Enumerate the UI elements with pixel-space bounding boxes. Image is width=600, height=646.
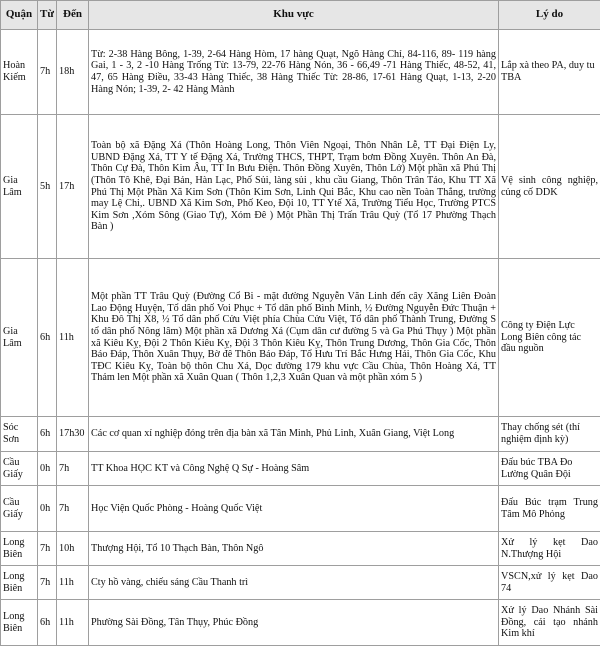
cell-quan: Long Biên xyxy=(1,600,38,646)
cell-den: 7h xyxy=(57,486,89,532)
cell-quan: Hoàn Kiếm xyxy=(1,30,38,115)
cell-quan: Long Biên xyxy=(1,532,38,566)
cell-khu-vuc: Các cơ quan xí nghiệp đóng trên địa bàn xã Tân Minh, Phủ Linh, Xuân Giang, Việt Long xyxy=(89,417,499,452)
cell-ly-do: VSCN,xử lý kẹt Dao 74 xyxy=(499,566,600,600)
table-row xyxy=(1,486,600,532)
header-tu: Từ xyxy=(38,1,57,30)
table-row xyxy=(1,452,600,486)
cell-den: 10h xyxy=(57,532,89,566)
cell-ly-do: Lắp xà theo PA, duy tu TBA xyxy=(499,30,600,115)
cell-tu: 6h xyxy=(38,259,57,417)
cell-ly-do: Xử lý kẹt Dao N.Thượng Hội xyxy=(499,532,600,566)
table-row xyxy=(1,532,600,566)
cell-tu: 6h xyxy=(38,600,57,646)
cell-ly-do: Xử lý Dao Nhánh Sài Đồng, cải tạo nhánh Kim khí xyxy=(499,600,600,646)
cell-tu: 5h xyxy=(38,115,57,259)
cell-ly-do: Đấu búc TBA Đo Lường Quân Đội xyxy=(499,452,600,486)
cell-tu: 7h xyxy=(38,566,57,600)
cell-tu: 7h xyxy=(38,30,57,115)
cell-khu-vuc: TT Khoa HỌC KT và Công Nghệ Q Sự - Hoàng Sâm xyxy=(89,452,499,486)
cell-den: 18h xyxy=(57,30,89,115)
cell-tu: 0h xyxy=(38,452,57,486)
cell-ly-do: Công ty Điện Lực Long Biên công tác đầu nguồn xyxy=(499,259,600,417)
cell-khu-vuc: Phường Sài Đồng, Tân Thụy, Phúc Đồng xyxy=(89,600,499,646)
header-khu-vuc: Khu vực xyxy=(89,1,499,30)
cell-quan: Cầu Giấy xyxy=(1,486,38,532)
cell-den: 11h xyxy=(57,566,89,600)
header-ly-do: Lý do xyxy=(499,1,600,30)
cell-khu-vuc: Thượng Hội, Tổ 10 Thạch Bàn, Thôn Ngô xyxy=(89,532,499,566)
table-header-row xyxy=(1,1,600,30)
cell-tu: 6h xyxy=(38,417,57,452)
table-row xyxy=(1,259,600,417)
cell-khu-vuc: Cty hồ vàng, chiếu sáng Cầu Thanh trì xyxy=(89,566,499,600)
cell-den: 17h xyxy=(57,115,89,259)
header-quan: Quận xyxy=(1,1,38,30)
cell-den: 7h xyxy=(57,452,89,486)
cell-quan: Long Biên xyxy=(1,566,38,600)
cell-quan: Gia Lâm xyxy=(1,259,38,417)
cell-quan: Gia Lâm xyxy=(1,115,38,259)
header-den: Đến xyxy=(57,1,89,30)
table-row xyxy=(1,566,600,600)
table-row xyxy=(1,600,600,646)
cell-khu-vuc: Từ: 2-38 Hàng Bông, 1-39, 2-64 Hàng Hòm, 17 hàng Quạt, Ngõ Hàng Chỉ, 84-116, 89- 119 hàng Gai, 1 - 3, 2 -10 Hàng Trống Từ: 13-79, 22-76 Hàng Nón, 36 - 66,49 -71 Hàng Thiếc, 48-52, 41, 47, 65 Hàng Điều, 33-43 Hàng Thiếc, 38 Hàng Thiếc Từ: 28-86, 17-61 Hàng Quạt, 1-13, 2-20 Hàng Nón; 1-39, 2- 42 Hàng Mành xyxy=(89,30,499,115)
cell-khu-vuc: Học Viện Quốc Phòng - Hoàng Quốc Việt xyxy=(89,486,499,532)
cell-ly-do: Thay chống sét (thí nghiệm định kỳ) xyxy=(499,417,600,452)
cell-den: 11h xyxy=(57,259,89,417)
cell-ly-do: Đấu Búc trạm Trung Tâm Mô Phỏng xyxy=(499,486,600,532)
cell-khu-vuc: Toàn bộ xã Đặng Xá (Thôn Hoàng Long, Thôn Viên Ngoại, Thôn Nhân Lễ, TT Đại Điện Ly, UBND Đặng Xá, TT Y tế Đặng Xá, Trường THCS, THPT, Trạm bơm Đồng Xuyên. Thôn An Đà, Thôn Cự Đà, Thôn Kim Âu, TT In Bưu Điện. Thôn Đồng Xuyên, Thôn Lở) Một phần xã Phú Thị (Thôn Tô Khê, Đại Bản, Hàn Lạc, Phố Sủi, làng sủi , khu cầu Giang, Thôn Trân Tảo, Khu TT Xã Phú Thị Một Phần Xã Kim Sơn (Thôn Kim Sơn, Linh Qui Bắc, Khu cao nền Toàn Thắng, trường may Lệ Chi,. UBND Xã Kim Sơn, Phố Keo, Đội 10, TT Ytế Xã, Trường Tiểu Học, Trường PTCS Kim Sơn ,Xóm Sông (Giao Tự), Xóm Đê ) Một Phần Thị Trấn Trâu Quỳ (Tổ 17 Phường Thạch Bàn ) xyxy=(89,115,499,259)
table-row xyxy=(1,115,600,259)
cell-quan: Sóc Sơn xyxy=(1,417,38,452)
cell-tu: 0h xyxy=(38,486,57,532)
cell-den: 11h xyxy=(57,600,89,646)
cell-khu-vuc: Một phần TT Trâu Quỳ (Đường Cổ Bi - mặt đường Nguyễn Văn Linh đến cây Xăng Liên Đoàn Lao Động Huyện, Tổ dân phố Voi Phục + Tổ dân phố Bình Minh, ½ Đường Nguyễn Đức Thuận + Khu Đô Thị X8, ½ Tổ dân phố Cửu Việt phía Chùa Cửu Việt, Tổ dân phố Thành Trung, Đường S tổ dân phố Nông lâm) Một phần xã Dương Xá (Cụm dân cư đường 5 và Ga Phú Thụy ) Một phần xã Kiêu Kỵ, Đội 2 Thôn Kiêu Kỵ, Đội 3 Thôn Kiêu Kỵ, Thôn Trung Dương, Thôn Gia Cốc, Thôn Báo Đáp, Thôn Xuân Thụy, Bờ đê Thôn Báo Đáp, Tổ Hưu Trí Bắc Hưng Hải, Thôn Gia Cốc, Khu TĐC Kiêu Kỵ, Toàn bộ thôn Chu Xá, Dọc đường 179 khu vực Cầu Chùa, Thôn Hoàng Xá, TT Thảm len Một phần xã Xuân Quan ( Thôn 1,2,3 Xuân Quan và một phần xóm 5 ) xyxy=(89,259,499,417)
table-row xyxy=(1,30,600,115)
cell-den: 17h30 xyxy=(57,417,89,452)
cell-tu: 7h xyxy=(38,532,57,566)
cell-ly-do: Vệ sinh công nghiệp, củng cố DDK xyxy=(499,115,600,259)
cell-quan: Cầu Giấy xyxy=(1,452,38,486)
table-row xyxy=(1,417,600,452)
